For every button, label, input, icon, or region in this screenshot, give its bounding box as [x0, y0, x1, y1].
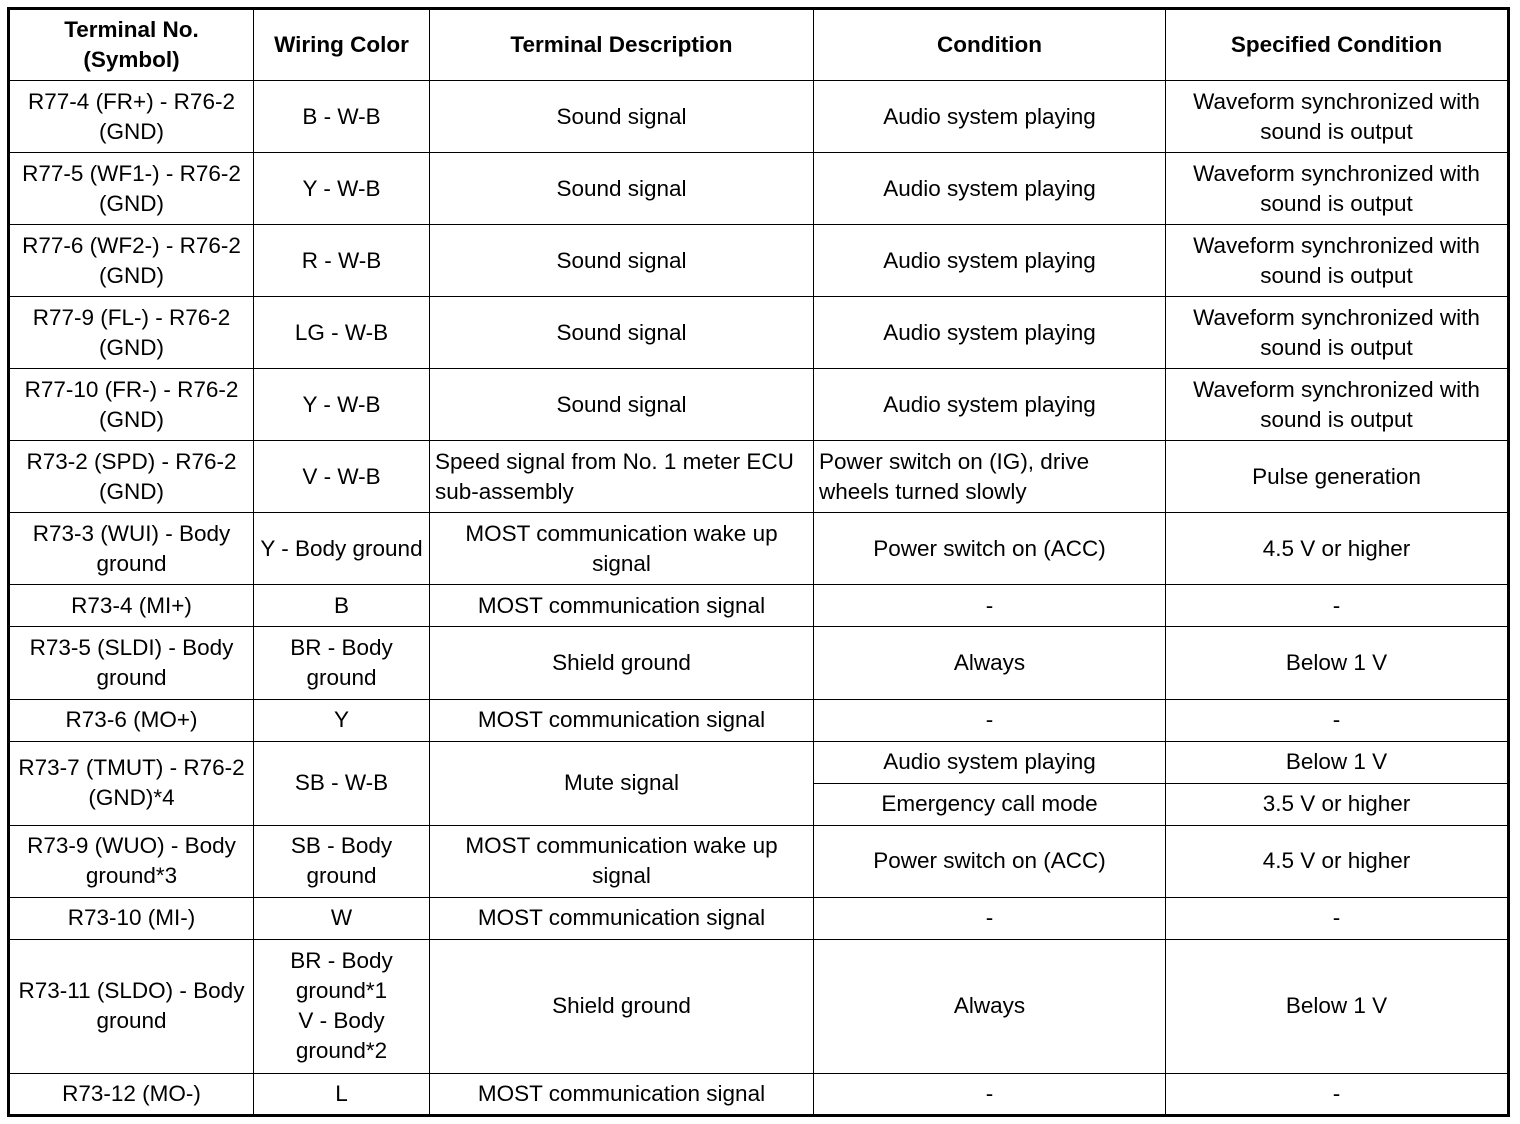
terminal-cell: R77-4 (FR+) - R76-2 (GND) — [9, 81, 254, 153]
specified-condition-cell: Waveform synchronized with sound is output — [1166, 81, 1509, 153]
wiring-color-cell: Y - Body ground — [254, 513, 430, 585]
specified-condition-cell: Below 1 V — [1166, 741, 1509, 783]
description-cell: Shield ground — [430, 627, 814, 699]
terminal-cell: R73-9 (WUO) - Body ground*3 — [9, 825, 254, 897]
wiring-color-cell: B - W-B — [254, 81, 430, 153]
header-row — [9, 9, 1509, 81]
header-condition: Condition — [814, 9, 1166, 81]
terminal-cell: R73-7 (TMUT) - R76-2 (GND)*4 — [9, 741, 254, 825]
table-row — [9, 1073, 1509, 1115]
description-cell: Mute signal — [430, 741, 814, 825]
condition-cell: Power switch on (ACC) — [814, 825, 1166, 897]
header-specified-condition: Specified Condition — [1166, 9, 1509, 81]
description-cell: Sound signal — [430, 369, 814, 441]
description-cell: MOST communication signal — [430, 585, 814, 627]
table-row — [9, 513, 1509, 585]
terminal-cell: R73-12 (MO-) — [9, 1073, 254, 1115]
condition-cell: Power switch on (IG), drive wheels turned slowly — [814, 441, 1166, 513]
specified-condition-cell: - — [1166, 1073, 1509, 1115]
condition-cell: Power switch on (ACC) — [814, 513, 1166, 585]
condition-cell: Audio system playing — [814, 81, 1166, 153]
specified-condition-cell: 4.5 V or higher — [1166, 825, 1509, 897]
specified-condition-cell: Waveform synchronized with sound is output — [1166, 369, 1509, 441]
table-row — [9, 699, 1509, 741]
terminal-table — [7, 7, 1510, 1117]
condition-cell: Always — [814, 627, 1166, 699]
description-cell: Sound signal — [430, 81, 814, 153]
specified-condition-cell: Waveform synchronized with sound is output — [1166, 153, 1509, 225]
terminal-cell: R73-3 (WUI) - Body ground — [9, 513, 254, 585]
wiring-color-cell: Y - W-B — [254, 153, 430, 225]
wiring-color-line: ground*1 — [295, 978, 388, 1004]
header-terminal: Terminal No. (Symbol) — [9, 9, 254, 81]
terminal-cell: R77-5 (WF1-) - R76-2 (GND) — [9, 153, 254, 225]
table-row — [9, 369, 1509, 441]
description-cell: Sound signal — [430, 225, 814, 297]
description-cell: MOST communication signal — [430, 1073, 814, 1115]
condition-cell: - — [814, 1073, 1166, 1115]
terminal-cell: R73-2 (SPD) - R76-2 (GND) — [9, 441, 254, 513]
condition-cell: Always — [814, 939, 1166, 1073]
description-cell: MOST communication signal — [430, 699, 814, 741]
specified-condition-cell: - — [1166, 585, 1509, 627]
description-cell: Speed signal from No. 1 meter ECU sub-assembly — [430, 441, 814, 513]
condition-cell: - — [814, 897, 1166, 939]
specified-condition-cell: Pulse generation — [1166, 441, 1509, 513]
table-row — [9, 825, 1509, 897]
wiring-color-cell — [254, 939, 430, 1073]
wiring-color-line: V - Body — [298, 1008, 385, 1034]
condition-cell: Audio system playing — [814, 741, 1166, 783]
condition-cell: Audio system playing — [814, 225, 1166, 297]
terminal-cell: R73-10 (MI-) — [9, 897, 254, 939]
terminal-cell: R77-9 (FL-) - R76-2 (GND) — [9, 297, 254, 369]
wiring-color-cell: SB - W-B — [254, 741, 430, 825]
terminal-cell: R77-10 (FR-) - R76-2 (GND) — [9, 369, 254, 441]
wiring-color-cell: B — [254, 585, 430, 627]
description-cell: MOST communication wake up signal — [430, 513, 814, 585]
description-cell: MOST communication wake up signal — [430, 825, 814, 897]
wiring-color-cell: R - W-B — [254, 225, 430, 297]
specified-condition-cell: Below 1 V — [1166, 939, 1509, 1073]
table-row — [9, 81, 1509, 153]
description-cell: MOST communication signal — [430, 897, 814, 939]
specified-condition-cell: Waveform synchronized with sound is output — [1166, 225, 1509, 297]
description-cell: Sound signal — [430, 153, 814, 225]
specified-condition-cell: - — [1166, 897, 1509, 939]
wiring-color-cell: Y — [254, 699, 430, 741]
condition-cell: - — [814, 585, 1166, 627]
header-terminal-description: Terminal Description — [430, 9, 814, 81]
wiring-color-cell: L — [254, 1073, 430, 1115]
wiring-color-cell: W — [254, 897, 430, 939]
table-row — [9, 741, 1509, 783]
condition-cell: Emergency call mode — [814, 783, 1166, 825]
terminal-cell: R73-11 (SLDO) - Body ground — [9, 939, 254, 1073]
wiring-color-line: BR - Body — [290, 948, 393, 974]
terminal-cell: R73-5 (SLDI) - Body ground — [9, 627, 254, 699]
specified-condition-cell: Below 1 V — [1166, 627, 1509, 699]
table-row — [9, 441, 1509, 513]
table-row — [9, 627, 1509, 699]
condition-cell: Audio system playing — [814, 369, 1166, 441]
table-row — [9, 297, 1509, 369]
wiring-color-cell: BR - Body ground — [254, 627, 430, 699]
table-row — [9, 225, 1509, 297]
wiring-color-cell: Y - W-B — [254, 369, 430, 441]
description-cell: Shield ground — [430, 939, 814, 1073]
condition-cell: Audio system playing — [814, 153, 1166, 225]
table-row — [9, 939, 1509, 1073]
specified-condition-cell: 4.5 V or higher — [1166, 513, 1509, 585]
condition-cell: - — [814, 699, 1166, 741]
terminal-cell: R73-4 (MI+) — [9, 585, 254, 627]
table-row — [9, 897, 1509, 939]
description-cell: Sound signal — [430, 297, 814, 369]
table-row — [9, 585, 1509, 627]
condition-cell: Audio system playing — [814, 297, 1166, 369]
table-row — [9, 153, 1509, 225]
terminal-cell: R77-6 (WF2-) - R76-2 (GND) — [9, 225, 254, 297]
wiring-color-cell: SB - Body ground — [254, 825, 430, 897]
wiring-color-line: ground*2 — [295, 1038, 388, 1064]
terminal-cell: R73-6 (MO+) — [9, 699, 254, 741]
wiring-color-cell: LG - W-B — [254, 297, 430, 369]
wiring-color-cell: V - W-B — [254, 441, 430, 513]
header-wiring-color: Wiring Color — [254, 9, 430, 81]
specified-condition-cell: Waveform synchronized with sound is output — [1166, 297, 1509, 369]
specified-condition-cell: 3.5 V or higher — [1166, 783, 1509, 825]
specified-condition-cell: - — [1166, 699, 1509, 741]
